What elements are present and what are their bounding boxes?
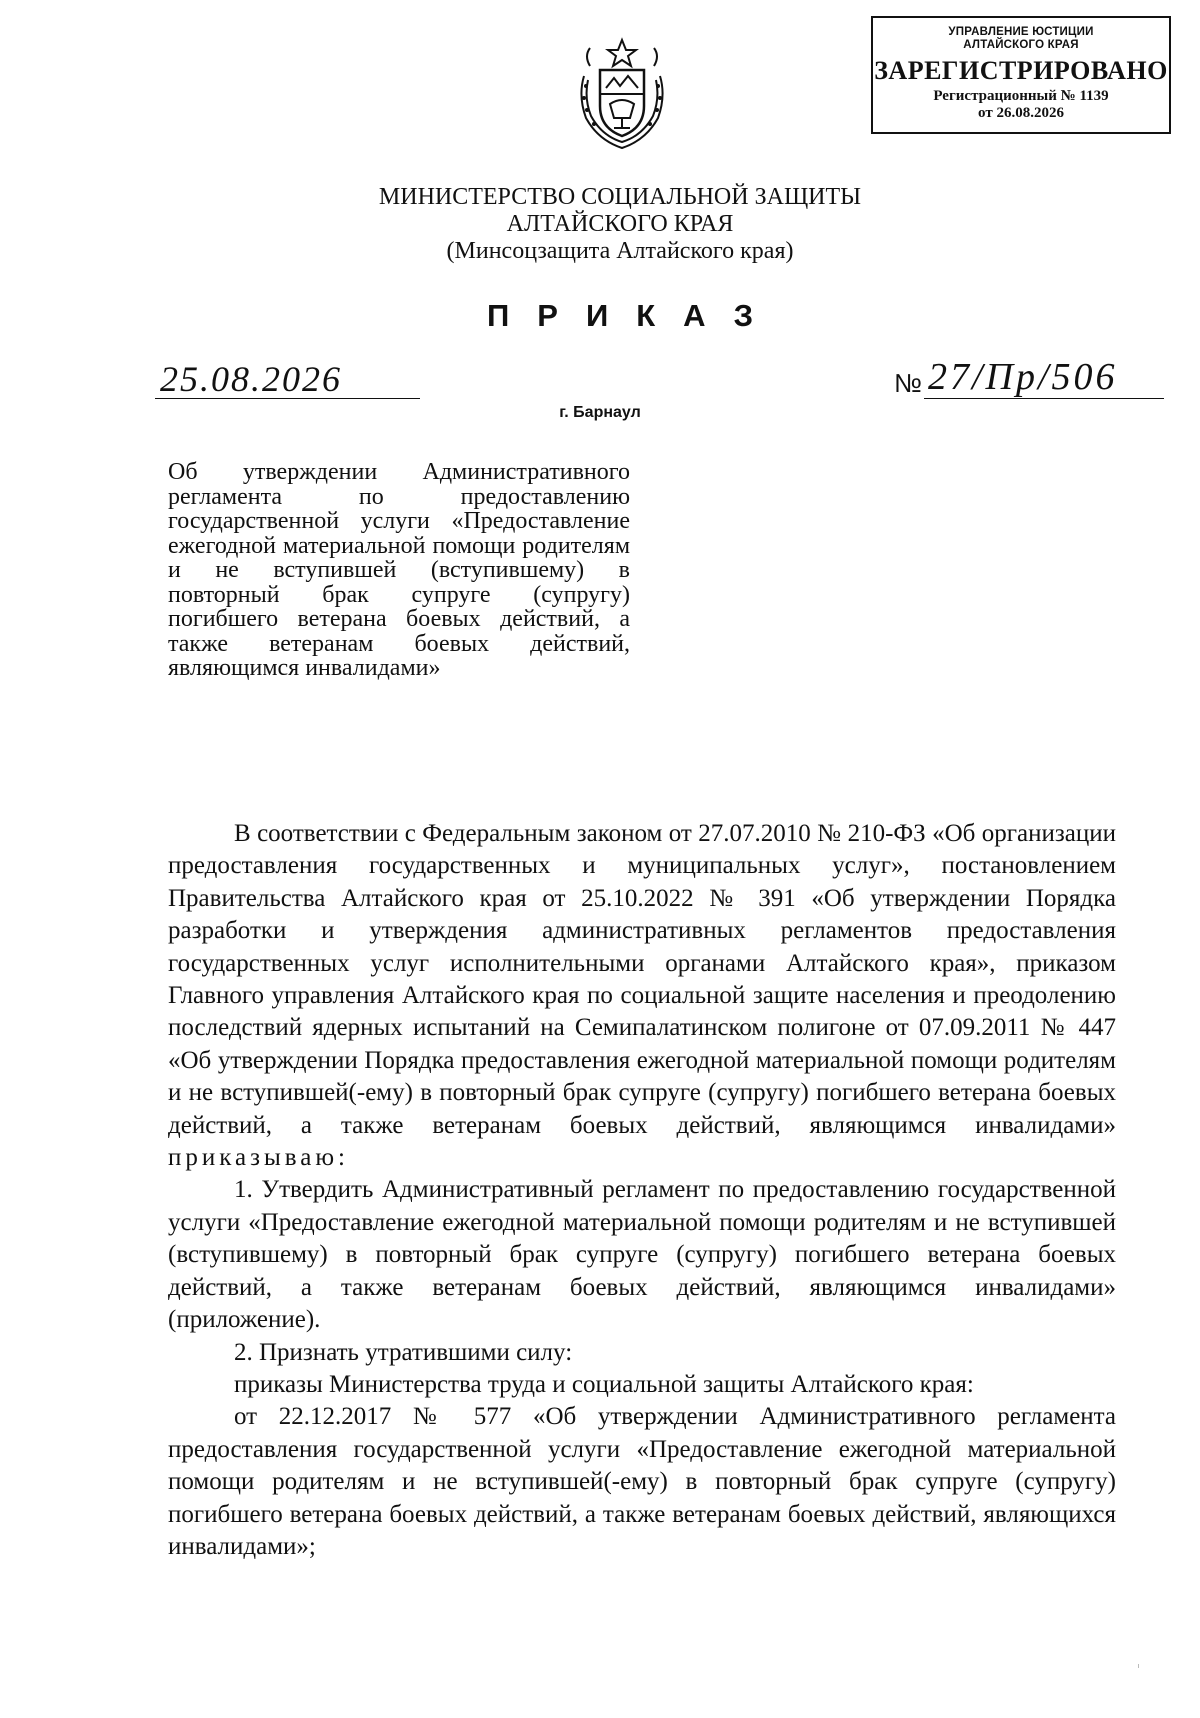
ministry-short-name: (Минсоцзащита Алтайского края)	[446, 238, 794, 264]
stamp-title: ЗАРЕГИСТРИРОВАНО	[874, 56, 1168, 85]
order-subject: Об утверждении Административного регламента по предоставлению государственной услуги «Предоставление ежегодной материальной помощи родителям и не вступившей (вступившему) в повторный брак супруге (супругу) погибшего ветерана боевых действий, а также ветеранам боевых действий, являющимся инвалидами»	[168, 459, 630, 681]
preamble-paragraph	[168, 818, 1116, 1174]
ministry-name	[300, 184, 940, 265]
number-label: №	[894, 368, 922, 398]
city: г. Барнаул	[559, 404, 641, 421]
number-underline	[924, 398, 1164, 399]
order-body	[168, 818, 1116, 1563]
prikazyvayu-word: приказываю:	[168, 1144, 349, 1172]
stamp-org-line1: УПРАВЛЕНИЕ ЮСТИЦИИ	[948, 26, 1094, 38]
handwritten-number: 27/Пр/506	[928, 356, 1118, 398]
ministry-line2: АЛТАЙСКОГО КРАЯ	[506, 211, 734, 237]
handwritten-date: 25.08.2026	[160, 359, 342, 399]
item-2: 2. Признать утратившими силу:	[234, 1338, 573, 1366]
item-1: 1. Утвердить Административный регламент по предоставлению государственной услуги «Предоставление ежегодной материальной помощи родителям и не вступившей (вступившему) в повторный брак супруге (супругу) погибшего ветерана боевых действий, а также ветеранам боевых действий, являющимся инвалидами» (приложение).	[168, 1176, 1116, 1334]
page-mark	[1138, 1664, 1139, 1668]
date-underline	[155, 398, 420, 399]
stamp-reg-number: Регистрационный № 1139	[933, 88, 1109, 104]
coat-of-arms-emblem-icon	[576, 36, 668, 152]
stamp-org-line2: АЛТАЙСКОГО КРАЯ	[963, 39, 1079, 51]
registration-stamp	[871, 16, 1171, 134]
item-2-sub-1: от 22.12.2017 № 577 «Об утверждении Административного регламента предоставления государственной услуги «Предоставление ежегодной материальной помощи родителям и не вступившей(-ему) в повторный брак супруге (супругу) погибшего ветерана боевых действий, а также ветеранам боевых действий, являющихся инвалидами»;	[168, 1403, 1116, 1560]
stamp-reg-date: от 26.08.2026	[978, 105, 1064, 121]
item-2-intro: приказы Министерства труда и социальной защиты Алтайского края:	[234, 1370, 974, 1398]
preamble-text: В соответствии с Федеральным законом от 27.07.2010 № 210-ФЗ «Об организации предоставления государственных и муниципальных услуг», постановлением Правительства Алтайского края от 25.10.2022 № 391 «Об утверждении Порядка разработки и утверждения административных регламентов предоставления государственных услуг исполнительными органами Алтайского края», приказом Главного управления Алтайского края по социальной защите населения и преодолению последствий ядерных испытаний на Семипалатинском полигоне от 07.09.2011 № 447 «Об утверждении Порядка предоставления ежегодной материальной помощи родителям и не вступившей(-ему) в повторный брак супруге (супругу) погибшего ветерана боевых действий, а также ветеранам боевых действий, являющимся инвалидами»	[168, 820, 1116, 1139]
ministry-line1: МИНИСТЕРСТВО СОЦИАЛЬНОЙ ЗАЩИТЫ	[378, 184, 862, 210]
document-type-title: ПРИКАЗ	[487, 298, 781, 333]
